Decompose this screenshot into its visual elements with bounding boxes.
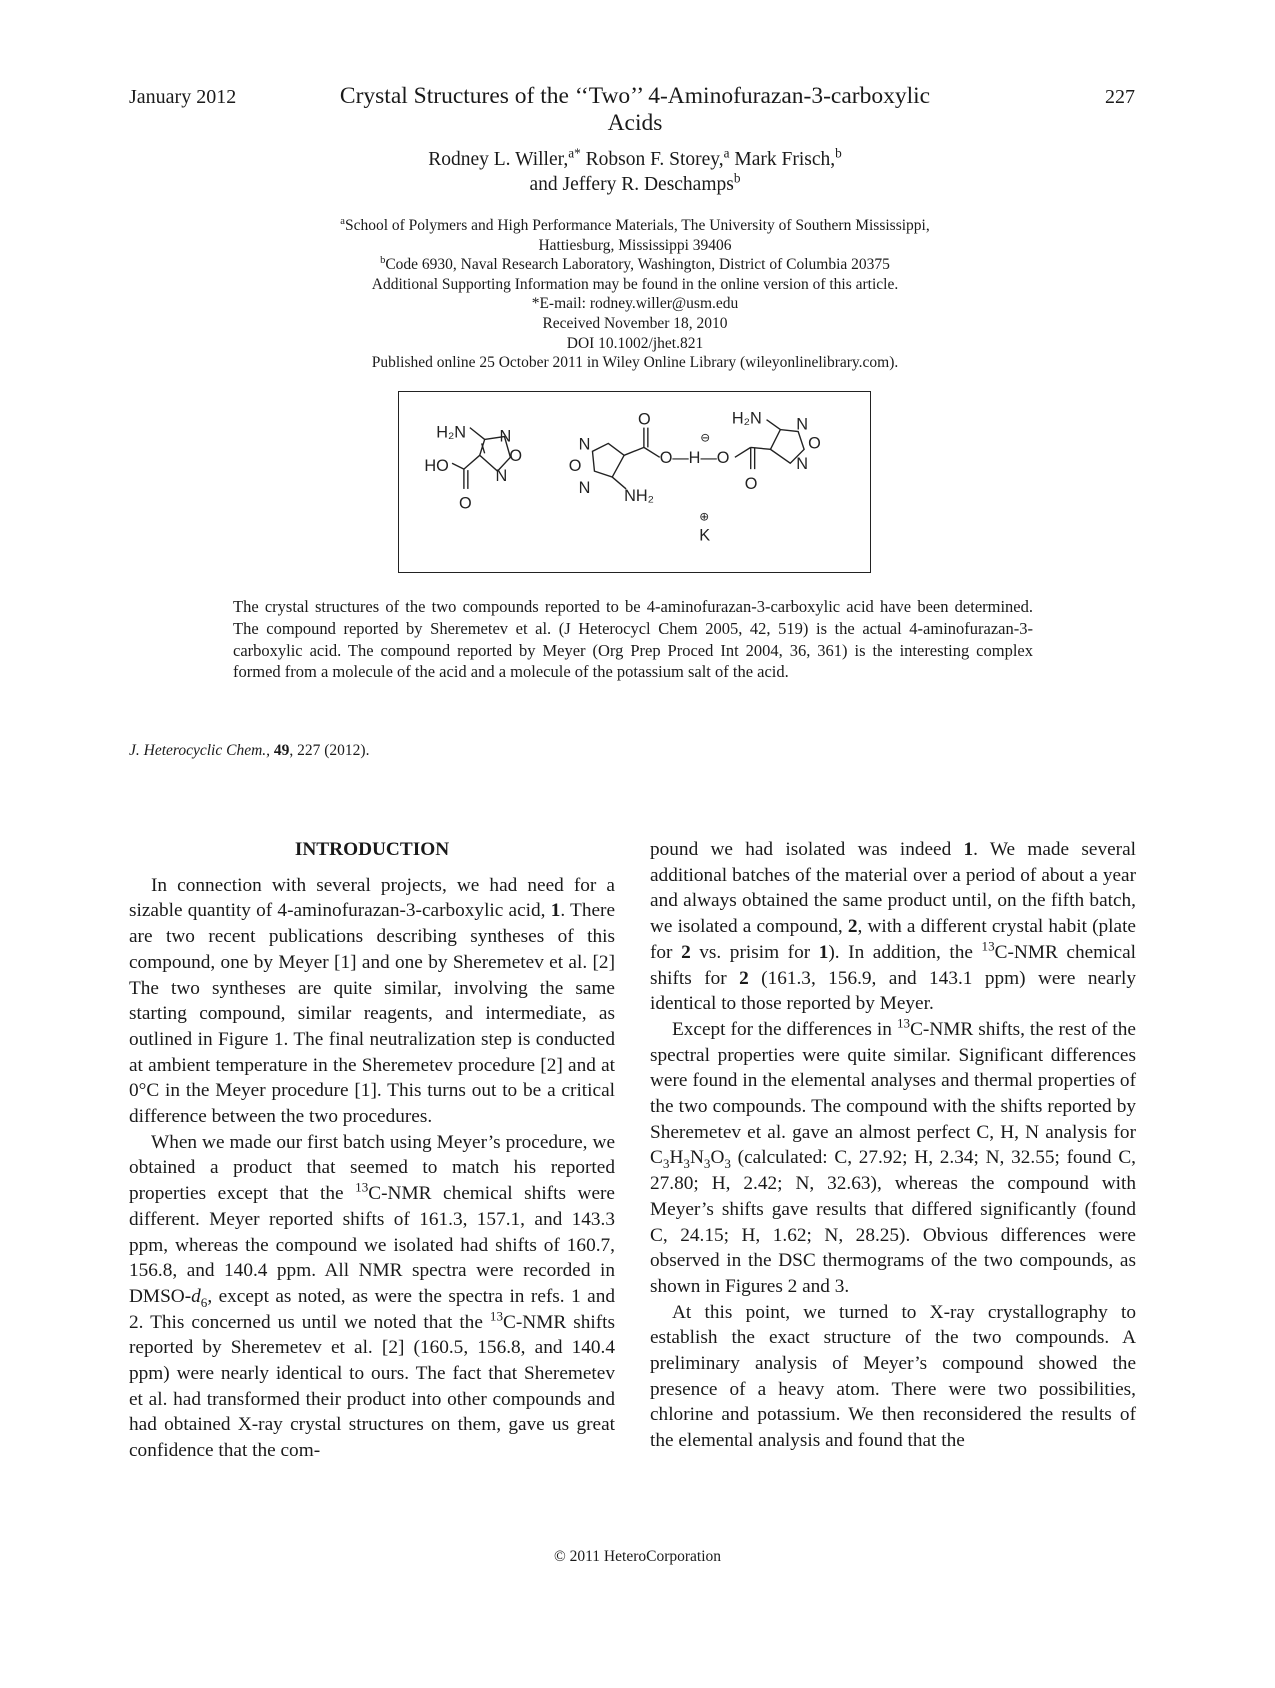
text-run: vs. prisim for	[690, 941, 819, 963]
body-paragraph	[650, 837, 1136, 1017]
text-run: (161.3, 156.9, and 143.1 ppm) were nearly identical to those reported by Meyer.	[650, 967, 1136, 1015]
body-paragraph	[129, 1130, 615, 1464]
body-paragraph	[650, 1017, 1136, 1300]
copyright-footer: © 2011 HeteroCorporation	[553, 1548, 722, 1565]
o-label: O	[637, 410, 651, 429]
affiliation-mark: b	[835, 145, 842, 161]
potassium-complex	[569, 410, 821, 545]
isotope-mark: 13	[896, 1015, 911, 1031]
text-run: N	[689, 1147, 704, 1169]
nh2-label: NH₂	[624, 486, 654, 505]
compound-ref: 2	[847, 916, 858, 938]
text-run: Except for the differences in	[672, 1018, 897, 1040]
compound-ref: 2	[739, 967, 749, 989]
doi-line: DOI 10.1002/jhet.821	[566, 334, 704, 352]
affiliation-text: School of Polymers and High Performance Materials, The University of Southern Mississippi,	[344, 217, 930, 234]
text-run: , with a different crystal habit (plate for	[650, 916, 1136, 963]
c-o-bond	[644, 447, 660, 457]
isotope-mark: 13	[355, 1179, 369, 1195]
author-list	[300, 147, 970, 197]
subscript: 6	[200, 1294, 208, 1310]
author-name: and Jeffery R. Deschamps	[529, 174, 734, 195]
affiliation-a-line-1	[250, 216, 1020, 236]
ring-bond	[751, 447, 771, 449]
affiliation-mark: a	[723, 145, 730, 161]
amine-bond	[767, 420, 781, 430]
n-label: N	[578, 435, 591, 454]
running-header-date: January 2012	[129, 86, 237, 108]
affiliation-mark: b	[380, 255, 386, 267]
isotope-mark: 13	[981, 938, 995, 954]
citation-rest: , 227 (2012).	[289, 742, 370, 759]
email-line: *E-mail: rodney.willer@usm.edu	[531, 295, 739, 313]
subscript: 3	[703, 1156, 711, 1172]
nh2-label: H₂N	[731, 409, 762, 428]
n-label: N	[495, 467, 508, 486]
journal-citation	[129, 742, 369, 760]
compound-ref: 1	[818, 941, 829, 963]
amine-bond	[470, 428, 485, 440]
text-run: C-NMR chemical shifts were different. Meyer reported shifts of 161.3, 157.1, and 143.3 ppm, whereas the compound we isolated had shifts of 160.7, 156.8, and 140.4 ppm. All NMR spectra were recorded in DMSO-	[129, 1183, 615, 1307]
subscript: 3	[662, 1156, 670, 1172]
acid-molecule	[424, 423, 522, 512]
text-run: pound we had isolated was indeed	[650, 839, 964, 860]
nh2-label: H₂N	[436, 423, 467, 442]
title-line-1: Crystal Structures of the ‘‘Two’’ 4-Aminofurazan-3-carboxylic	[339, 83, 931, 109]
author-name: Robson F. Storey,	[580, 149, 724, 170]
affiliation-b	[250, 255, 1020, 275]
journal-name: J. Heterocyclic Chem.,	[129, 742, 271, 759]
right-column	[650, 837, 1136, 1454]
minus-charge-label: ⊖	[700, 430, 711, 445]
carboxyl-bond	[464, 455, 480, 469]
affiliation-mark: a*	[568, 145, 581, 161]
text-run: When we made our first batch using Meyer’s procedure, we obtained a product that seemed to match his reported properties except that the	[129, 1131, 615, 1205]
text-run: C-NMR shifts reported by Sheremetev et al. [2] (160.5, 156.8, and 140.4 ppm) were nearly identical to ours. The fact that Sheremetev et al. had transformed their product into other compounds and had obtained X-ray crystal structures on them, gave us great confidence that the com-	[129, 1311, 615, 1462]
text-run: . There are two recent publications describing syntheses of this compound, one by Meyer [1] and one by Sheremetev et al. [2] The two syntheses are quite similar, involving the same starting compound, similar reagents, and intermediate, as outlined in Figure 1. The final neutralization step is conducted at ambient temperature in the Sheremetev procedure [2] and at 0°C in the Meyer procedure [1]. This turns out to be a critical difference between the two procedures.	[129, 900, 616, 1128]
supporting-info-note: Additional Supporting Information may be found in the online version of this article.	[371, 275, 899, 293]
affiliation-mark: b	[733, 170, 741, 186]
text-run: In connection with several projects, we had need for a sizable quantity of 4-aminofurazan-3-carboxylic acid,	[129, 874, 615, 922]
n-label: N	[499, 427, 512, 446]
structure-drawing	[399, 392, 870, 572]
furazan-ring-middle	[592, 443, 624, 477]
n-label: N	[796, 415, 808, 434]
section-heading: INTRODUCTION	[294, 839, 450, 860]
carboxyl-bond	[624, 447, 644, 455]
text-run: H	[669, 1147, 684, 1169]
affiliations	[250, 216, 1020, 373]
subscript: 3	[724, 1156, 731, 1172]
o-label: O	[744, 474, 758, 493]
author-name: Rodney L. Willer,	[428, 149, 569, 170]
text-run: ). In addition, the	[828, 941, 982, 963]
text-run: C-NMR chemical shifts for	[650, 941, 1136, 989]
text-run: . We made several additional batches of the material over a period of about a year and always obtained the same product until, on the fifth batch, we isolated a compound,	[650, 839, 1136, 938]
author-line-2	[300, 172, 970, 197]
o-label: O	[509, 447, 523, 466]
ho-label: HO	[424, 457, 449, 476]
published-line: Published online 25 October 2011 in Wiley Online Library (wileyonlinelibrary.com).	[371, 354, 899, 372]
isotope-mark: 13	[489, 1308, 503, 1324]
compound-ref: 1	[963, 839, 974, 860]
subscript: 3	[683, 1156, 690, 1172]
text-run: O	[710, 1147, 725, 1169]
text-run: , except as noted, as were the spectra in refs. 1 and 2. This concerned us until we noted that the	[129, 1285, 615, 1333]
page-number: 227	[1105, 86, 1135, 108]
o-label: O	[458, 494, 472, 513]
author-line-1	[300, 147, 970, 172]
compound-ref: 2	[681, 941, 691, 963]
o-h-o-bridge-label: O—H—O	[659, 449, 730, 468]
affiliation-text: Code 6930, Naval Research Laboratory, Washington, District of Columbia 20375	[385, 256, 890, 274]
received-date: Received November 18, 2010	[542, 314, 728, 332]
author-name: Mark Frisch,	[729, 149, 836, 170]
plus-charge-label: ⊕	[699, 509, 710, 524]
left-column	[129, 837, 615, 1464]
text-run: C-NMR shifts, the rest of the spectral properties were quite similar. Significant differences were found in the elemental analyses and thermal properties of the two compounds. The compound with the shifts reported by Sheremetev et al. gave an almost perfect C, H, N analysis for C	[650, 1018, 1136, 1169]
body-paragraph: At this point, we turned to X-ray crystallography to establish the exact structure of the two compounds. A preliminary analysis of Meyer’s compound showed the presence of a heavy atom. There were two possibilities, chlorine and potassium. We then reconsidered the results of the elemental analysis and found that the	[650, 1301, 1136, 1452]
affiliation-mark: a	[340, 215, 345, 227]
o-label: O	[568, 457, 582, 476]
article-title	[300, 83, 970, 137]
o-label: O	[808, 434, 821, 453]
compound-ref: 1	[550, 900, 561, 922]
n-label: N	[578, 478, 591, 497]
affiliation-a-line-2: Hattiesburg, Mississippi 39406	[538, 236, 732, 254]
title-line-2: Acids	[607, 110, 663, 136]
abstract: The crystal structures of the two compounds reported to be 4-aminofurazan-3-carboxylic acid have been determined. The compound reported by Sheremetev et al. (J Heterocycl Chem 2005, 42, 519) is the actual 4-aminofurazan-3-carboxylic acid. The compound reported by Meyer (Org Prep Proced Int 2004, 36, 361) is the interesting complex formed from a molecule of the acid and a molecule of the potassium salt of the acid.	[233, 597, 1033, 682]
n-label: N	[796, 455, 808, 474]
chemical-structure-scheme	[398, 391, 871, 573]
potassium-label: K	[699, 526, 711, 545]
text-run: d	[191, 1285, 201, 1307]
oh-bond	[452, 463, 464, 469]
body-paragraph	[129, 873, 615, 1130]
text-run: (calculated: C, 27.92; H, 2.34; N, 32.55; found C, 27.80; H, 2.42; N, 32.63), whereas the compound with Meyer’s shifts gave results that differed significantly (found C, 24.15; H, 1.62; N, 28.25). Obvious differences were observed in the DSC thermograms of the two compounds, as shown in Figures 2 and 3.	[650, 1147, 1136, 1297]
c-o-bond	[735, 447, 751, 457]
volume: 49	[273, 742, 290, 759]
